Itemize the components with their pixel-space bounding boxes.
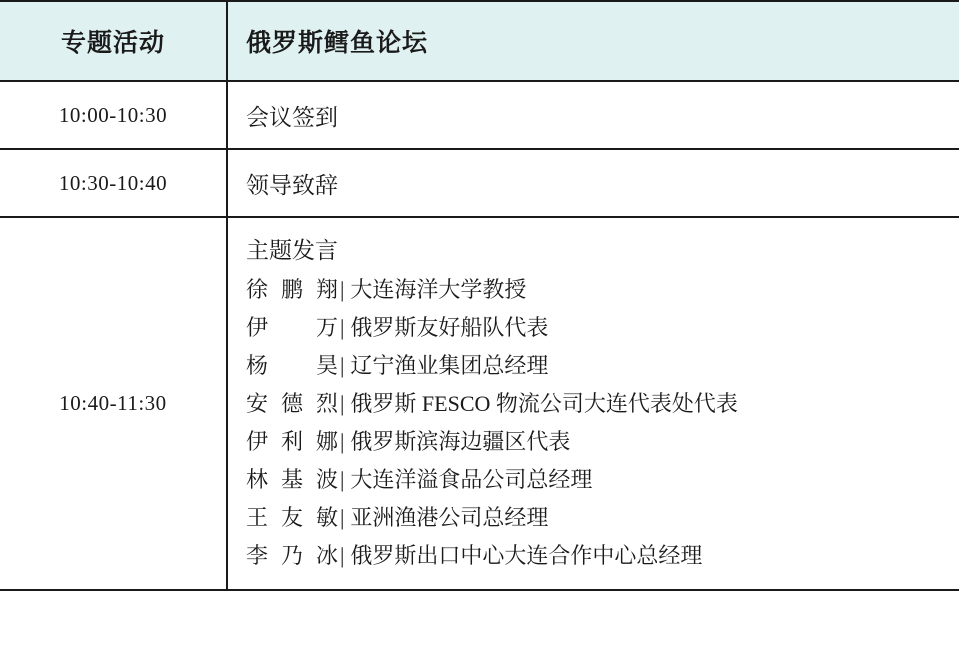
speaker-separator: | [340,467,345,492]
speaker-separator: | [340,315,345,340]
table-row [0,81,959,149]
speaker-role: 俄罗斯滨海边疆区代表 [350,429,571,454]
table-row [0,217,959,590]
row-time: 10:00-10:30 [0,81,227,149]
table-header-row [0,1,959,81]
list-item [246,499,959,537]
row-content: 会议签到 [227,81,959,149]
speaker-role: 俄罗斯出口中心大连合作中心总经理 [350,543,703,568]
speaker-role: 大连海洋大学教授 [350,277,527,302]
speaker-name: 伊利娜 [246,429,338,454]
speaker-name: 安德烈 [246,391,338,416]
speaker-name: 李乃冰 [246,543,338,568]
row-content-speeches [227,217,959,590]
list-item [246,309,959,347]
speaker-list [246,271,959,575]
list-item [246,537,959,575]
speaker-role: 俄罗斯 FESCO 物流公司大连代表处代表 [350,391,738,416]
speaker-name: 伊万 [246,315,338,340]
speaker-role: 俄罗斯友好船队代表 [350,315,549,340]
row-time: 10:30-10:40 [0,149,227,217]
speaker-name: 林基波 [246,467,338,492]
speaker-role: 大连洋溢食品公司总经理 [350,467,593,492]
speaker-separator: | [340,277,345,302]
speaker-separator: | [340,391,345,416]
list-item [246,385,959,423]
table-row [0,149,959,217]
list-item [246,461,959,499]
speaker-name: 杨昊 [246,353,338,378]
header-subject-cell [227,1,959,81]
row-content: 领导致辞 [227,149,959,217]
list-item [246,271,959,309]
speaker-separator: | [340,543,345,568]
list-item [246,423,959,461]
speaker-name: 徐鹏翔 [246,277,338,302]
row-time: 10:40-11:30 [0,217,227,590]
speaker-name: 王友敏 [246,505,338,530]
speech-section-title: 主题发言 [246,238,338,263]
header-subject-label: 俄罗斯鳕鱼论坛 [246,30,429,57]
header-time-cell [0,1,227,81]
header-time-label: 专题活动 [60,30,165,57]
speaker-separator: | [340,505,345,530]
speaker-role: 亚洲渔港公司总经理 [350,505,549,530]
list-item [246,347,959,385]
speaker-separator: | [340,353,345,378]
speaker-role: 辽宁渔业集团总经理 [350,353,549,378]
speaker-separator: | [340,429,345,454]
